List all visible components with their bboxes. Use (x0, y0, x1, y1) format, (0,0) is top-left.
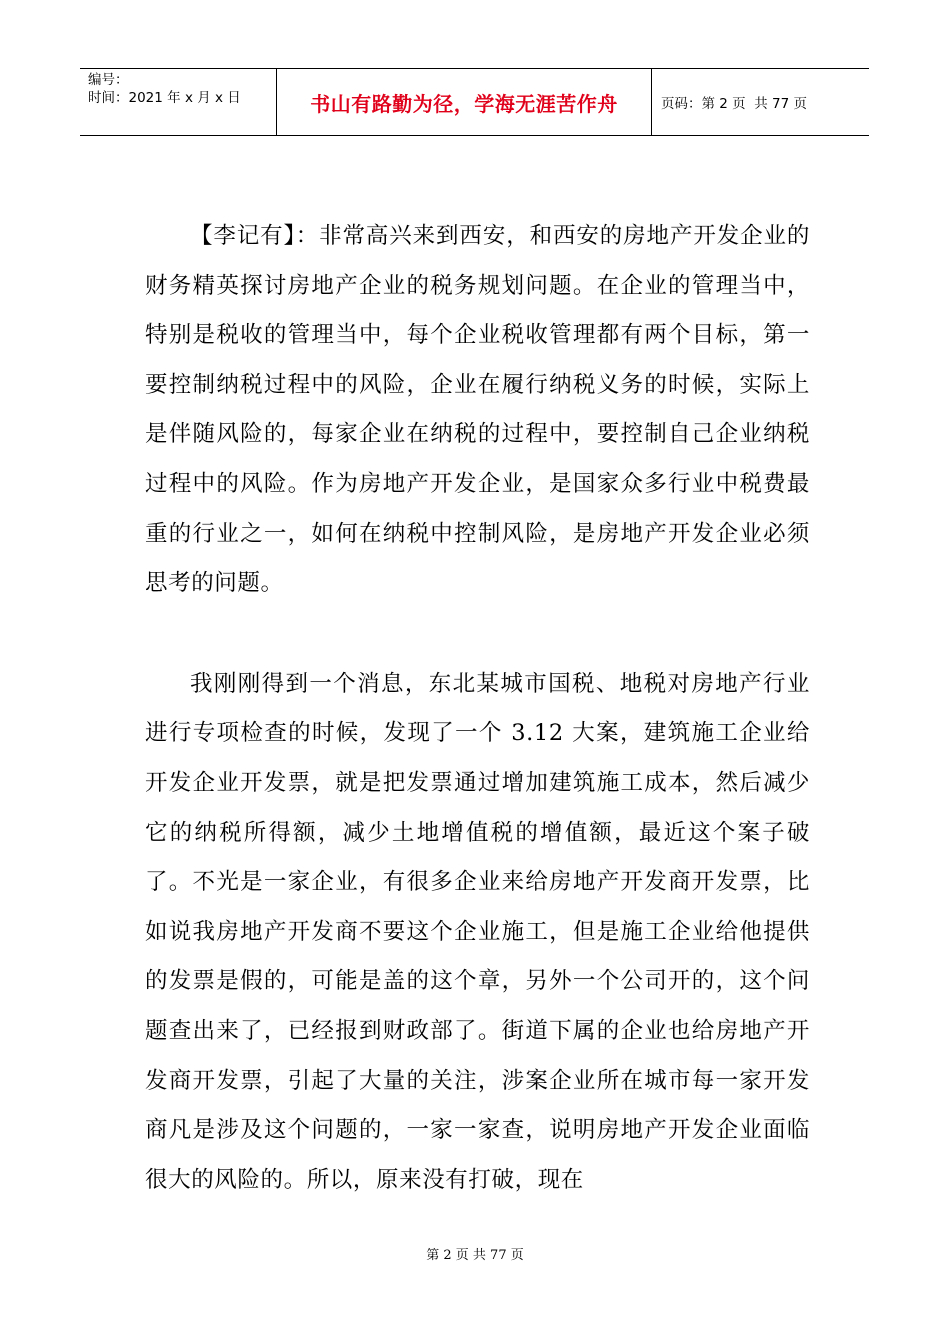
paragraph-1: 【李记有】：非常高兴来到西安，和西安的房地产开发企业的财务精英探讨房地产企业的税务规划问题。在企业的管理当中，特别是税收的管理当中，每个企业税收管理都有两个目标，第一要控制纳税过程中的风险，企业在履行纳税义务的时候，实际上是伴随风险的，每家企业在纳税的过程中，要控制自己企业纳税过程中的风险。作为房地产开发企业，是国家众多行业中税费最重的行业之一，如何在纳税中控制风险，是房地产开发企业必须思考的问题。 (145, 223, 810, 597)
header-motto: 书山有路勤为径，学海无涯苦作舟 (277, 69, 652, 135)
document-body (145, 212, 810, 1205)
header-meta (80, 69, 277, 135)
page-header (80, 68, 869, 136)
number-label: 编号： (88, 72, 129, 88)
time-label: 时间：2021 年 x 月 x 日 (88, 90, 241, 106)
paragraph-2: 我刚刚得到一个消息，东北某城市国税、地税对房地产行业进行专项检查的时候，发现了一个 3.12 大案，建筑施工企业给开发企业开发票，就是把发票通过增加建筑施工成本，然后减少它的纳税所得额，减少土地增值税的增值额，最近这个案子破了。不光是一家企业，有很多企业来给房地产开发商开发票，比如说我房地产开发商不要这个企业施工，但是施工企业给他提供的发票是假的，可能是盖的这个章，另外一个公司开的，这个问题查出来了，已经报到财政部了。街道下属的企业也给房地产开发商开发票，引起了大量的关注，涉案企业所在城市每一家开发商凡是涉及这个问题的，一家一家查，说明房地产开发企业面临很大的风险的。所以，原来没有打破，现在 (145, 670, 810, 1193)
page-info-text: 页码：第 2 页 共 77 页 (661, 96, 808, 112)
page-footer: 第 2 页 共 77 页 (426, 1248, 524, 1263)
header-page-info (652, 69, 869, 135)
